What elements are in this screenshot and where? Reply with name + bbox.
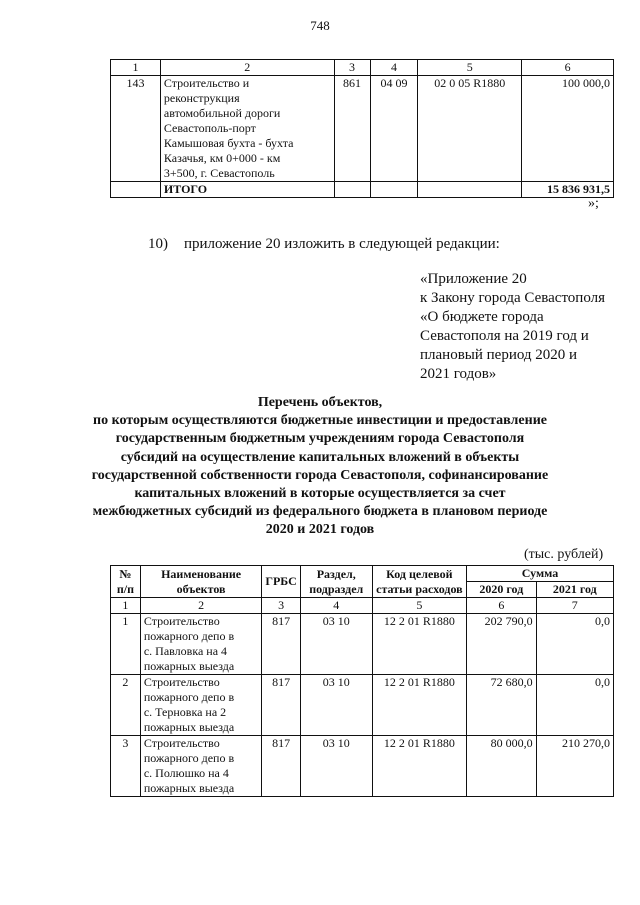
target-code: 12 2 01 R1880 [372,736,466,797]
total-row [111,182,614,198]
object-name: Строительство и реконструкция автомобильной дороги Севастополь-порт Камышовая бухта - бухта Казачья, км 0+000 - км 3+500, г. Севастополь [160,76,334,182]
item-text: приложение 20 изложить в следующей редакции: [184,236,500,252]
header-name: Наименование объектов [140,566,262,598]
object-name: Строительство пожарного депо в с. Полюшко на 4 пожарных выезда [140,736,262,797]
column-numbers-row: 1 2 3 4 5 6 7 [111,598,614,614]
section-code: 03 10 [300,736,372,797]
amendment-item [148,236,500,253]
table-row [111,76,614,182]
table-row [111,736,614,797]
closing-quote: »; [588,196,599,211]
grbs-code: 817 [262,675,300,736]
column-number: 1 [111,60,161,76]
target-code: 12 2 01 R1880 [372,614,466,675]
amount-2020: 72 680,0 [467,675,536,736]
row-number: 3 [111,736,141,797]
grbs-code: 817 [262,614,300,675]
column-number: 4 [370,60,418,76]
column-number: 6 [522,60,614,76]
budget-table-continued [110,59,614,198]
target-code: 12 2 01 R1880 [372,675,466,736]
object-name: Строительство пожарного депо в с. Павловка на 4 пожарных выезда [140,614,262,675]
total-label: ИТОГО [160,182,334,198]
page-number: 748 [310,18,330,33]
grbs-code: 861 [334,76,370,182]
table-row [111,614,614,675]
document-title: Перечень объектов, по которым осуществляются бюджетные инвестиции и предоставление государственным бюджетным учреждениям города Севастополя субсидий на осуществление капитальных вложений в объекты государственной собственности города Севастополя, софинансирование капитальных вложений в которые осуществляется за счет межбюджетных субсидий из федерального бюджета в плановом периоде 2020 и 2021 годов [91,395,549,538]
column-number: 5 [418,60,522,76]
header-num: № п/п [111,566,141,598]
header-2020: 2020 год [467,582,536,598]
table-header-row [111,566,614,582]
grbs-code: 817 [262,736,300,797]
header-grbs: ГРБС [262,566,300,598]
section-code: 03 10 [300,614,372,675]
target-code: 02 0 05 R1880 [418,76,522,182]
section-code: 04 09 [370,76,418,182]
header-code: Код целевой статьи расходов [372,566,466,598]
column-number: 3 [334,60,370,76]
appendix-header: «Приложение 20 к Закону города Севастополя «О бюджете города Севастополя на 2019 год и плановый период 2020 и 2021 годов» [420,271,606,382]
amount-2021: 210 270,0 [536,736,613,797]
total-amount: 15 836 931,5 [522,182,614,198]
amount: 100 000,0 [522,76,614,182]
item-number: 10) [148,236,168,252]
section-code: 03 10 [300,675,372,736]
header-section: Раздел, подраздел [300,566,372,598]
header-2021: 2021 год [536,582,613,598]
row-number: 1 [111,614,141,675]
unit-label: (тыс. рублей) [524,547,604,562]
header-sum: Сумма [467,566,614,582]
table-row [111,675,614,736]
object-name: Строительство пожарного депо в с. Терновка на 2 пожарных выезда [140,675,262,736]
amount-2021: 0,0 [536,675,613,736]
row-number: 2 [111,675,141,736]
objects-table [110,565,614,797]
amount-2020: 202 790,0 [467,614,536,675]
column-number: 2 [160,60,334,76]
amount-2020: 80 000,0 [467,736,536,797]
row-number: 143 [111,76,161,182]
amount-2021: 0,0 [536,614,613,675]
table-header-row [111,60,614,76]
